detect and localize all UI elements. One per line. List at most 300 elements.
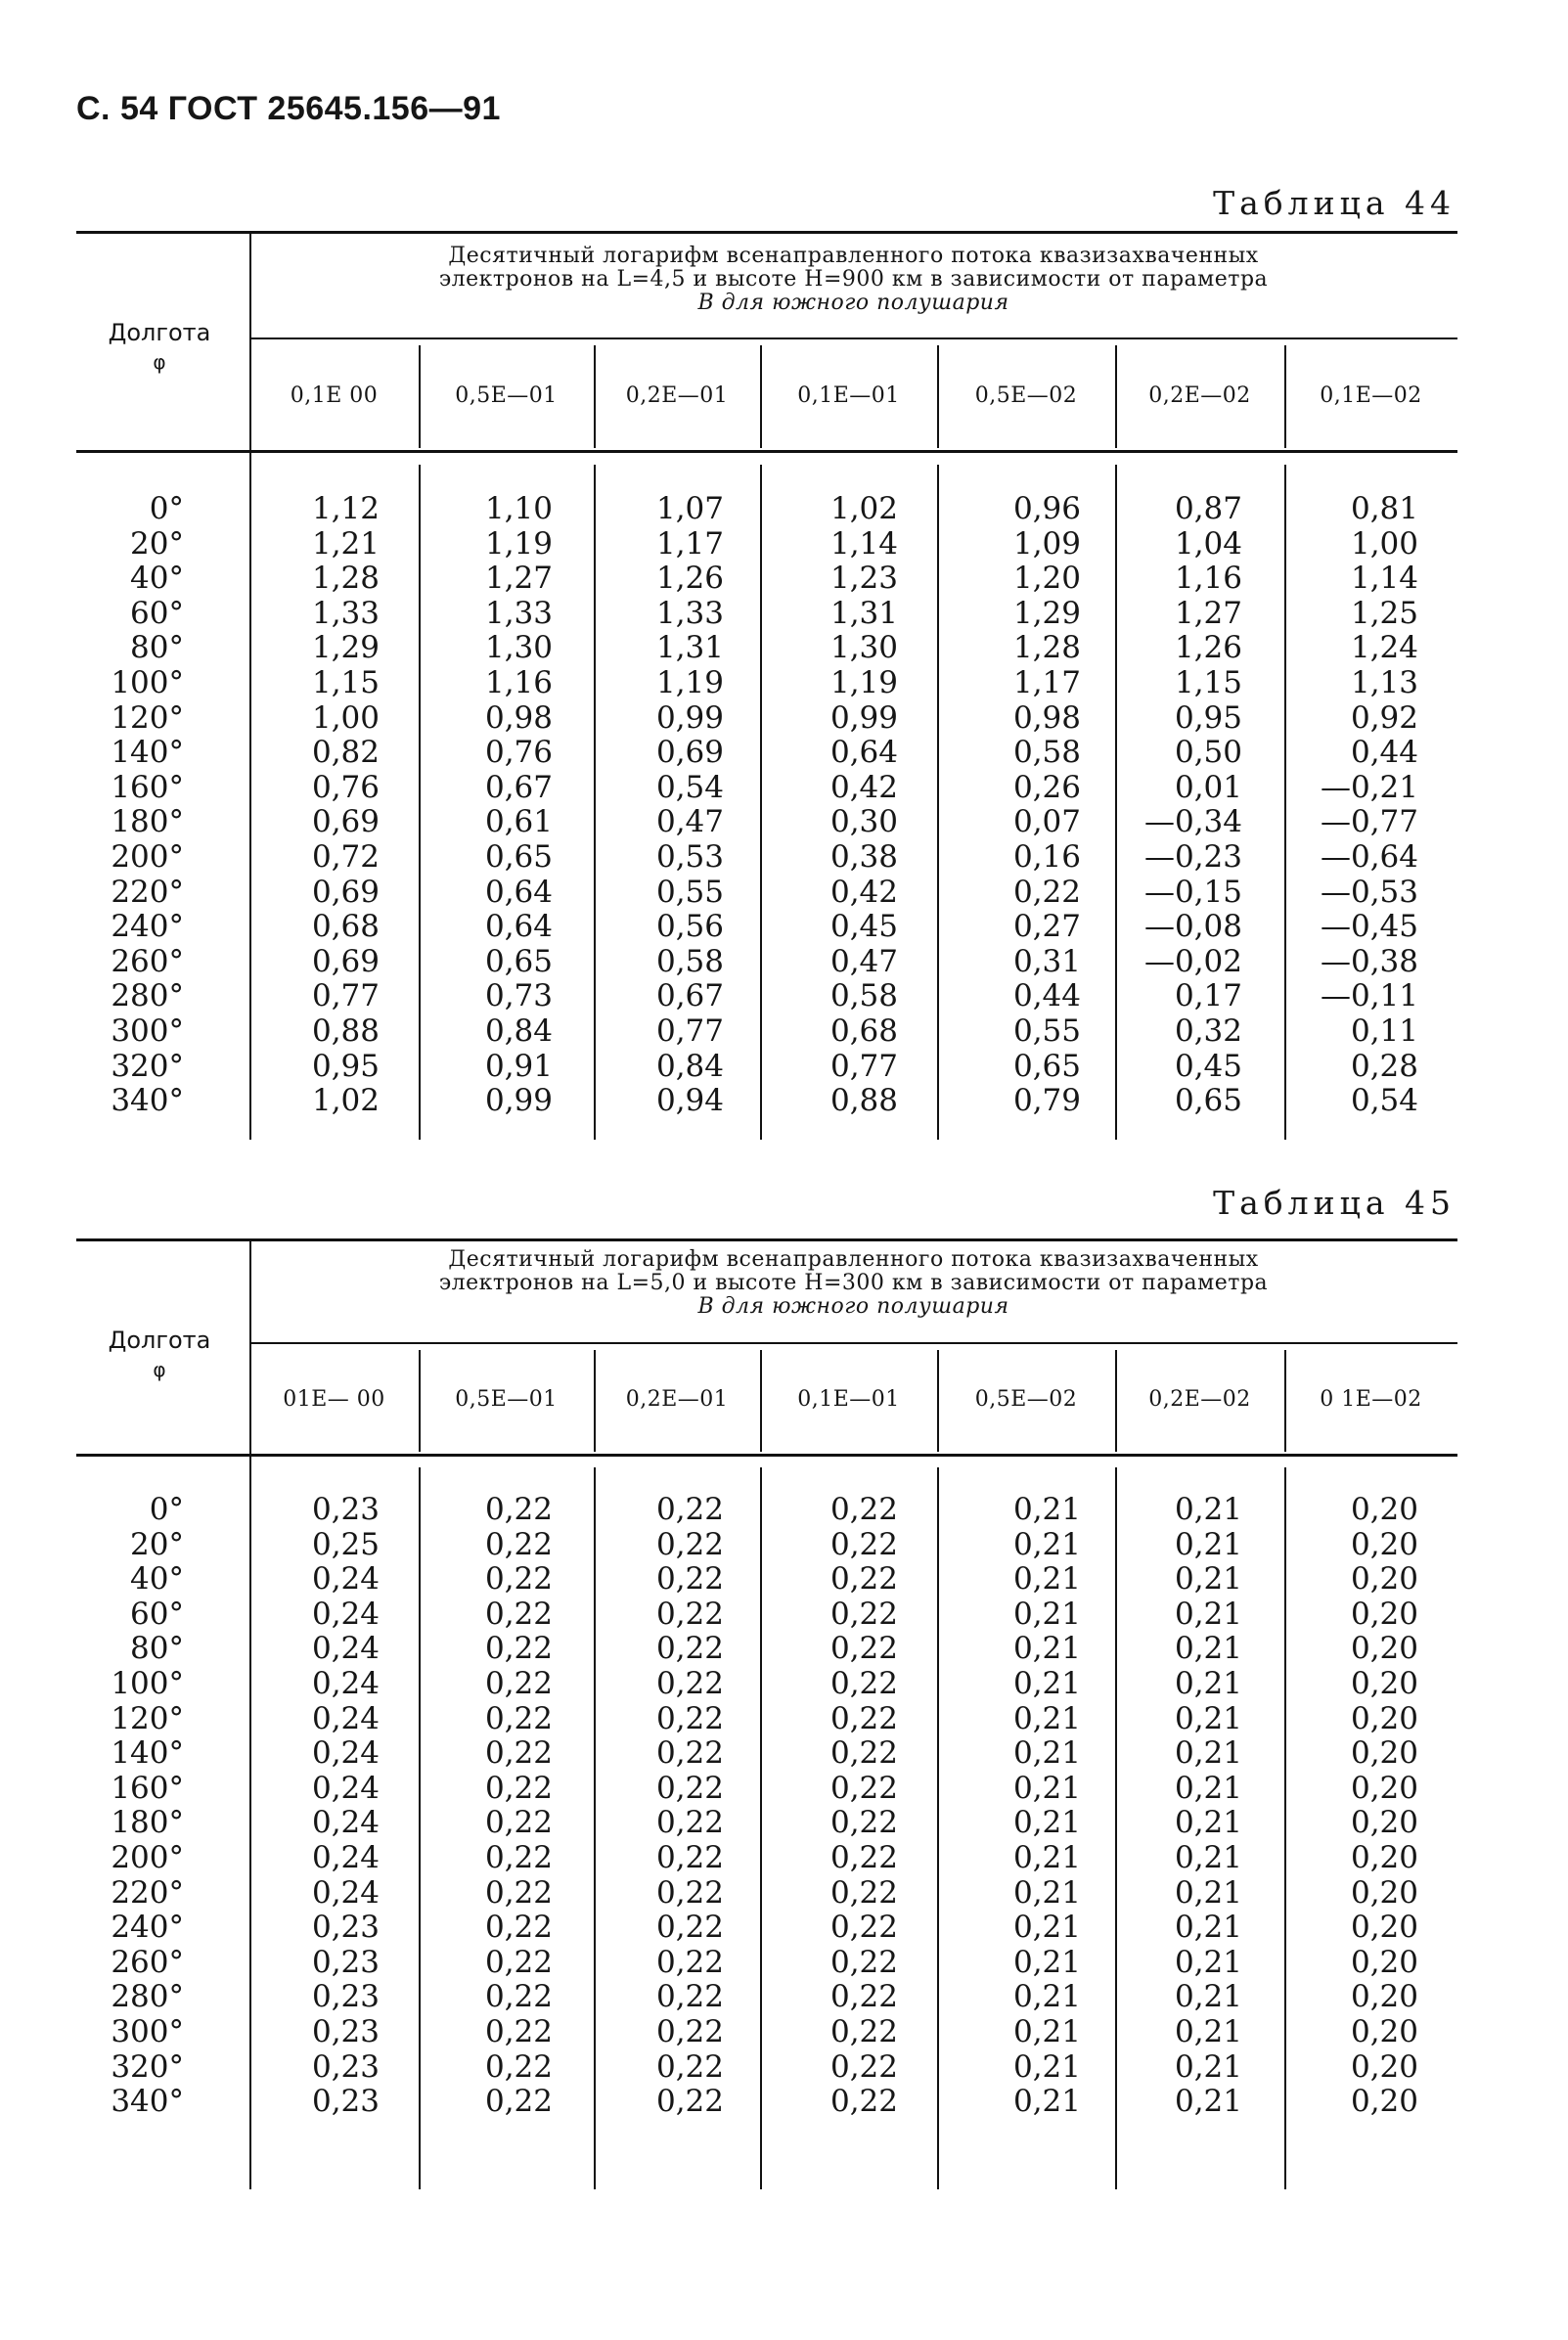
column-divider xyxy=(760,1467,762,2189)
table-cell: 0,65 xyxy=(484,839,553,875)
longitude-cell: 300° xyxy=(111,2014,184,2049)
table-cell: 0,61 xyxy=(484,804,553,840)
column-divider xyxy=(937,1467,939,2189)
table-cell: 0,22 xyxy=(484,1526,553,1562)
table-cell: 0,22 xyxy=(829,1840,898,1875)
table-cell: 0,22 xyxy=(484,1944,553,1980)
table-cell: 1,20 xyxy=(1012,561,1081,597)
table-cell: 0,22 xyxy=(829,2084,898,2120)
longitude-cell: 160° xyxy=(111,1770,184,1806)
table-cell: 0,21 xyxy=(1174,1770,1242,1806)
longitude-cell: 100° xyxy=(111,1666,184,1701)
table-cell: 0,26 xyxy=(1012,769,1081,805)
table-cell: 1,28 xyxy=(311,561,380,597)
table-cell: 0,45 xyxy=(1174,1048,1242,1084)
table-cell: 0,20 xyxy=(1350,1874,1418,1911)
column-header-b: 0,1E—01 xyxy=(797,1387,900,1412)
longitude-cell: 200° xyxy=(111,1840,184,1875)
table-cell: 0,11 xyxy=(1350,1013,1418,1049)
table-cell: 1,19 xyxy=(655,665,724,700)
table-cell: 0,20 xyxy=(1350,1631,1418,1667)
column-header-b: 0 1E—02 xyxy=(1320,1387,1422,1412)
table-top-rule xyxy=(76,1238,1457,1241)
longitude-cell: 120° xyxy=(111,1700,184,1736)
table-cell: 0,27 xyxy=(1012,909,1081,945)
table-cell: 0,20 xyxy=(1350,1561,1418,1598)
table-cell: 0,07 xyxy=(1012,804,1081,840)
table-cell: 0,20 xyxy=(1350,1840,1418,1875)
column-header-b: 01E— 00 xyxy=(283,1387,385,1412)
table-cell: 0,22 xyxy=(484,1770,553,1806)
table-cell: 1,19 xyxy=(829,665,898,700)
table-cell: 0,21 xyxy=(1012,1666,1081,1701)
table-cell: 1,29 xyxy=(1012,595,1081,631)
table-cell: 0,22 xyxy=(655,1735,724,1772)
longitude-cell: 240° xyxy=(111,909,184,945)
table-cell: 0,64 xyxy=(829,735,898,771)
table-cell: 0,24 xyxy=(311,1561,380,1598)
table-cell: 0,20 xyxy=(1350,2048,1418,2085)
column-header-b: 0,1E—02 xyxy=(1320,383,1422,408)
column-divider xyxy=(419,465,421,1140)
table-cell: 0,21 xyxy=(1012,1770,1081,1806)
table-cell: 0,22 xyxy=(655,1666,724,1701)
table-cell: 0,20 xyxy=(1350,1526,1418,1562)
table-cell: 1,19 xyxy=(484,525,553,562)
table-cell: 0,21 xyxy=(1012,1840,1081,1875)
table-cell: 0,22 xyxy=(655,1874,724,1911)
table-cell: 1,02 xyxy=(311,1083,380,1119)
table-cell: 0,84 xyxy=(484,1013,553,1049)
table-cell: 0,21 xyxy=(1012,1735,1081,1772)
table-cell: 0,22 xyxy=(829,1979,898,2015)
table-cell: 0,30 xyxy=(829,804,898,840)
longitude-cell: 60° xyxy=(130,595,184,631)
table-cell: —0,53 xyxy=(1320,874,1418,910)
table-cell: 0,23 xyxy=(311,2048,380,2085)
longitude-cell: 160° xyxy=(111,769,184,805)
table-cell: 0,21 xyxy=(1174,1631,1242,1667)
table-cell: 0,53 xyxy=(655,839,724,875)
table-cell: —0,64 xyxy=(1320,839,1418,875)
main-header-line2: электронов на L=4,5 и высоте H=900 км в зависимости от параметра xyxy=(438,267,1269,292)
table-cell: 0,20 xyxy=(1350,1979,1418,2015)
table-cell: —0,38 xyxy=(1320,943,1418,979)
table-cell: 0,65 xyxy=(1012,1048,1081,1084)
table-cell: 0,21 xyxy=(1012,1910,1081,1946)
table-cell: 0,21 xyxy=(1012,1874,1081,1911)
table-cell: —0,45 xyxy=(1320,909,1418,945)
table-cell: 0,20 xyxy=(1350,2084,1418,2120)
table-cell: 0,69 xyxy=(311,804,380,840)
table-cell: 0,64 xyxy=(484,874,553,910)
longitude-cell: 20° xyxy=(130,1526,184,1562)
table-cell: 0,01 xyxy=(1174,769,1242,805)
table-cell: 0,73 xyxy=(484,978,553,1014)
table-cell: 1,15 xyxy=(311,665,380,700)
table-cell: 0,21 xyxy=(1174,1874,1242,1911)
table-cell: 0,23 xyxy=(311,1492,380,1527)
table-cell: 0,47 xyxy=(829,943,898,979)
column-header-b: 0,5E—01 xyxy=(455,1387,558,1412)
table-cell: 0,32 xyxy=(1174,1013,1242,1049)
table-header-bottom-rule xyxy=(76,450,1457,453)
table-cell: 1,17 xyxy=(1012,665,1081,700)
longitude-cell: 120° xyxy=(111,699,184,736)
table-cell: —0,02 xyxy=(1143,943,1242,979)
table-cell: 0,50 xyxy=(1174,735,1242,771)
column-divider xyxy=(419,1467,421,2189)
table-header-bottom-rule xyxy=(76,1454,1457,1457)
table-cell: 0,22 xyxy=(484,1805,553,1841)
table-cell: 0,21 xyxy=(1174,1596,1242,1632)
table-cell: 1,24 xyxy=(1350,630,1418,666)
table-cell: 0,87 xyxy=(1174,491,1242,526)
table-cell: 0,69 xyxy=(311,943,380,979)
longitude-header-symbol: φ xyxy=(153,1358,166,1381)
table-cell: —0,77 xyxy=(1320,804,1418,840)
table-cell: 0,22 xyxy=(829,2014,898,2049)
table-cell: 1,16 xyxy=(1174,561,1242,597)
table-cell: 0,21 xyxy=(1012,1979,1081,2015)
table-cell: 1,25 xyxy=(1350,595,1418,631)
table-cell: 0,20 xyxy=(1350,1596,1418,1632)
table-cell: —0,11 xyxy=(1320,978,1418,1014)
table-cell: 0,64 xyxy=(484,909,553,945)
table-cell: —0,15 xyxy=(1143,874,1242,910)
table-cell: —0,23 xyxy=(1143,839,1242,875)
table-cell: 0,98 xyxy=(484,699,553,736)
column-divider xyxy=(249,1238,251,2189)
table-cell: 0,22 xyxy=(655,1631,724,1667)
longitude-cell: 0° xyxy=(149,491,184,526)
table-cell: 0,22 xyxy=(655,1770,724,1806)
table-cell: 0,21 xyxy=(1012,1526,1081,1562)
table-cell: 1,33 xyxy=(655,595,724,631)
longitude-cell: 340° xyxy=(111,1083,184,1119)
table-cell: 0,22 xyxy=(655,1700,724,1736)
table-cell: 0,20 xyxy=(1350,1944,1418,1980)
table-cell: 0,21 xyxy=(1012,1700,1081,1736)
table-cell: —0,08 xyxy=(1143,909,1242,945)
table-cell: 0,42 xyxy=(829,874,898,910)
table-main-header xyxy=(249,245,1457,315)
table-cell: 0,22 xyxy=(655,1979,724,2015)
longitude-cell: 240° xyxy=(111,1910,184,1946)
table-cell: 0,16 xyxy=(1012,839,1081,875)
table-cell: 0,22 xyxy=(655,1596,724,1632)
table-cell: 1,00 xyxy=(1350,525,1418,562)
longitude-cell: 280° xyxy=(111,978,184,1014)
table-cell: 0,21 xyxy=(1012,2014,1081,2049)
table-cell: 1,00 xyxy=(311,699,380,736)
table-cell: 0,22 xyxy=(484,1874,553,1911)
table-cell: 0,22 xyxy=(829,1874,898,1911)
table-cell: 1,30 xyxy=(484,630,553,666)
table-cell: 0,77 xyxy=(311,978,380,1014)
table-cell: 0,21 xyxy=(1174,1805,1242,1841)
table-cell: 0,91 xyxy=(484,1048,553,1084)
table-cell: 0,42 xyxy=(829,769,898,805)
table-cell: 0,22 xyxy=(829,1805,898,1841)
table-cell: 0,23 xyxy=(311,1944,380,1980)
table-cell: 0,21 xyxy=(1012,1561,1081,1598)
longitude-cell: 320° xyxy=(111,1048,184,1084)
table-cell: 0,99 xyxy=(655,699,724,736)
longitude-header-label: Долгота xyxy=(108,1327,211,1354)
table-cell: 0,24 xyxy=(311,1840,380,1875)
table-caption: Таблица 44 xyxy=(1213,184,1456,222)
table-cell: —0,34 xyxy=(1143,804,1242,840)
page-header: С. 54 ГОСТ 25645.156—91 xyxy=(76,90,501,127)
table-cell: 0,54 xyxy=(655,769,724,805)
main-header-line3: B для южного полушария xyxy=(697,1294,1009,1319)
table-cell: 1,17 xyxy=(655,525,724,562)
table-cell: 0,54 xyxy=(1350,1083,1418,1119)
longitude-cell: 40° xyxy=(130,561,184,597)
table-cell: 0,20 xyxy=(1350,2014,1418,2049)
table-cell: 0,58 xyxy=(829,978,898,1014)
table-cell: 0,21 xyxy=(1012,1492,1081,1527)
longitude-header-label: Долгота xyxy=(108,319,211,346)
table-cell: 1,14 xyxy=(829,525,898,562)
table-cell: 0,98 xyxy=(1012,699,1081,736)
table-cell: 0,24 xyxy=(311,1700,380,1736)
table-cell: 0,22 xyxy=(484,1666,553,1701)
table-cell: 0,21 xyxy=(1012,1805,1081,1841)
table-cell: 0,65 xyxy=(484,943,553,979)
table-cell: 0,21 xyxy=(1174,2048,1242,2085)
table-cell: 0,23 xyxy=(311,2014,380,2049)
table-cell: 0,25 xyxy=(311,1526,380,1562)
table-cell: 0,69 xyxy=(655,735,724,771)
column-divider xyxy=(1284,1467,1286,2189)
table-cell: 0,67 xyxy=(484,769,553,805)
table-caption: Таблица 45 xyxy=(1213,1184,1456,1222)
longitude-cell: 340° xyxy=(111,2084,184,2120)
table-cell: 0,21 xyxy=(1174,1944,1242,1980)
table-cell: 1,23 xyxy=(829,561,898,597)
table-cell: 0,21 xyxy=(1174,1840,1242,1875)
table-cell: 0,20 xyxy=(1350,1735,1418,1772)
table-cell: 0,72 xyxy=(311,839,380,875)
table-cell: 0,95 xyxy=(1174,699,1242,736)
longitude-cell: 140° xyxy=(111,1735,184,1772)
table-cell: 0,22 xyxy=(655,2048,724,2085)
table-cell: 1,28 xyxy=(1012,630,1081,666)
table-cell: 0,21 xyxy=(1174,1910,1242,1946)
longitude-cell: 260° xyxy=(111,1944,184,1980)
main-header-line3: B для южного полушария xyxy=(697,291,1009,315)
table-cell: 0,20 xyxy=(1350,1666,1418,1701)
table-cell: 0,99 xyxy=(829,699,898,736)
table-cell: 0,44 xyxy=(1350,735,1418,771)
table-cell: 0,58 xyxy=(655,943,724,979)
table-cell: 0,38 xyxy=(829,839,898,875)
table-cell: 0,21 xyxy=(1174,1735,1242,1772)
table-cell: 0,22 xyxy=(829,1526,898,1562)
table-cell: 0,31 xyxy=(1012,943,1081,979)
table-cell: 0,23 xyxy=(311,2084,380,2120)
column-divider xyxy=(594,1467,596,2189)
table-cell: 0,88 xyxy=(311,1013,380,1049)
table-cell: 0,21 xyxy=(1174,1979,1242,2015)
table-cell: 1,10 xyxy=(484,491,553,526)
table-cell: 1,02 xyxy=(829,491,898,526)
table-cell: 0,20 xyxy=(1350,1910,1418,1946)
table-cell: 0,20 xyxy=(1350,1492,1418,1527)
table-cell: 0,94 xyxy=(655,1083,724,1119)
table-cell: 0,21 xyxy=(1174,1700,1242,1736)
column-header-b: 0,2E—01 xyxy=(625,1387,729,1412)
table-cell: 1,26 xyxy=(655,561,724,597)
table-cell: 1,04 xyxy=(1174,525,1242,562)
longitude-cell: 60° xyxy=(130,1596,184,1632)
longitude-cell: 320° xyxy=(111,2048,184,2085)
longitude-cell: 260° xyxy=(111,943,184,979)
table-cell: 0,22 xyxy=(484,1735,553,1772)
table-cell: 0,88 xyxy=(829,1083,898,1119)
longitude-cell: 180° xyxy=(111,1805,184,1841)
table-cell: 1,33 xyxy=(311,595,380,631)
table-main-header xyxy=(249,1248,1457,1319)
table-cell: 0,58 xyxy=(1012,735,1081,771)
column-divider xyxy=(1115,465,1117,1140)
table-cell: 0,96 xyxy=(1012,491,1081,526)
table-cell: 1,13 xyxy=(1350,665,1418,700)
table-cell: 0,92 xyxy=(1350,699,1418,736)
table-cell: 1,27 xyxy=(1174,595,1242,631)
column-divider xyxy=(1115,1467,1117,2189)
table-cell: 0,22 xyxy=(829,1596,898,1632)
longitude-header-symbol: φ xyxy=(153,350,166,374)
longitude-cell: 220° xyxy=(111,1874,184,1911)
table-cell: 0,20 xyxy=(1350,1700,1418,1736)
table-cell: 0,22 xyxy=(484,1561,553,1598)
table-top-rule xyxy=(76,231,1457,234)
table-cell: 0,24 xyxy=(311,1874,380,1911)
table-cell: 0,28 xyxy=(1350,1048,1418,1084)
table-cell: 0,21 xyxy=(1012,1944,1081,1980)
table-cell: 0,22 xyxy=(655,2014,724,2049)
column-divider xyxy=(760,465,762,1140)
table-cell: 0,22 xyxy=(484,1631,553,1667)
longitude-header xyxy=(86,1326,233,1384)
column-divider xyxy=(594,465,596,1140)
table-cell: 0,55 xyxy=(655,874,724,910)
table-cell: 0,65 xyxy=(1174,1083,1242,1119)
column-divider xyxy=(937,465,939,1140)
table-cell: 0,22 xyxy=(484,1910,553,1946)
table-cell: 1,31 xyxy=(655,630,724,666)
table-cell: 0,21 xyxy=(1174,2084,1242,2120)
column-header-b: 0,5E—02 xyxy=(974,383,1078,408)
table-cell: 0,77 xyxy=(829,1048,898,1084)
table-cell: 0,22 xyxy=(655,1526,724,1562)
table-cell: 0,79 xyxy=(1012,1083,1081,1119)
table-cell: 1,16 xyxy=(484,665,553,700)
table-cell: 0,22 xyxy=(484,1700,553,1736)
table-cell: 1,15 xyxy=(1174,665,1242,700)
table-cell: 0,76 xyxy=(311,769,380,805)
table-cell: 0,99 xyxy=(484,1083,553,1119)
column-header-b: 0,2E—01 xyxy=(625,383,729,408)
table-cell: 0,20 xyxy=(1350,1770,1418,1806)
column-header-b: 0,1E—01 xyxy=(797,383,900,408)
column-divider xyxy=(1284,465,1286,1140)
table-cell: 0,24 xyxy=(311,1631,380,1667)
table-cell: 0,22 xyxy=(655,1910,724,1946)
column-divider xyxy=(249,231,251,1140)
table-cell: 1,29 xyxy=(311,630,380,666)
table-cell: 0,24 xyxy=(311,1596,380,1632)
main-header-line1: Десятичный логарифм всенаправленного потока квазизахваченных xyxy=(448,244,1259,268)
table-cell: 0,21 xyxy=(1174,1561,1242,1598)
table-cell: 0,21 xyxy=(1174,1666,1242,1701)
column-header-b: 0,1E 00 xyxy=(290,383,379,408)
table-cell: 0,22 xyxy=(655,1944,724,1980)
table-cell: 1,26 xyxy=(1174,630,1242,666)
table-cell: 0,22 xyxy=(484,1979,553,2015)
table-cell: 0,95 xyxy=(311,1048,380,1084)
table-cell: 0,20 xyxy=(1350,1805,1418,1841)
table-cell: 0,22 xyxy=(829,1561,898,1598)
main-header-line1: Десятичный логарифм всенаправленного потока квазизахваченных xyxy=(448,1247,1259,1272)
longitude-cell: 0° xyxy=(149,1492,184,1527)
table-cell: 1,31 xyxy=(829,595,898,631)
longitude-cell: 40° xyxy=(130,1561,184,1598)
table-cell: 1,21 xyxy=(311,525,380,562)
longitude-cell: 80° xyxy=(130,1631,184,1667)
table-cell: 0,22 xyxy=(655,1840,724,1875)
longitude-cell: 200° xyxy=(111,839,184,875)
table-cell: 0,22 xyxy=(829,1770,898,1806)
table-cell: 0,21 xyxy=(1174,1526,1242,1562)
longitude-cell: 220° xyxy=(111,874,184,910)
table-cell: 0,24 xyxy=(311,1770,380,1806)
table-cell: 0,22 xyxy=(655,1492,724,1527)
table-cell: 0,68 xyxy=(829,1013,898,1049)
table-cell: 1,09 xyxy=(1012,525,1081,562)
table-cell: 0,23 xyxy=(311,1910,380,1946)
table-cell: 0,47 xyxy=(655,804,724,840)
table-cell: 0,55 xyxy=(1012,1013,1081,1049)
table-cell: 0,77 xyxy=(655,1013,724,1049)
table-cell: 0,22 xyxy=(829,1910,898,1946)
table-cell: 0,21 xyxy=(1012,1631,1081,1667)
table-cell: 0,22 xyxy=(655,1805,724,1841)
column-header-b: 0,2E—02 xyxy=(1148,383,1251,408)
table-cell: 1,12 xyxy=(311,491,380,526)
table-cell: 0,23 xyxy=(311,1979,380,2015)
column-header-b: 0,2E—02 xyxy=(1148,1387,1251,1412)
table-cell: 0,22 xyxy=(655,2084,724,2120)
table-cell: 0,22 xyxy=(829,1492,898,1527)
table-cell: 0,24 xyxy=(311,1735,380,1772)
table-subheader-rule xyxy=(249,1342,1457,1344)
table-cell: 0,22 xyxy=(484,1492,553,1527)
longitude-cell: 80° xyxy=(130,630,184,666)
table-cell: 0,22 xyxy=(829,1944,898,1980)
table-cell: 0,22 xyxy=(829,1631,898,1667)
table-cell: 0,24 xyxy=(311,1666,380,1701)
table-cell: 1,30 xyxy=(829,630,898,666)
table-cell: 0,21 xyxy=(1012,2084,1081,2120)
table-cell: 1,27 xyxy=(484,561,553,597)
table-cell: 0,45 xyxy=(829,909,898,945)
longitude-cell: 280° xyxy=(111,1979,184,2015)
table-cell: 0,24 xyxy=(311,1805,380,1841)
